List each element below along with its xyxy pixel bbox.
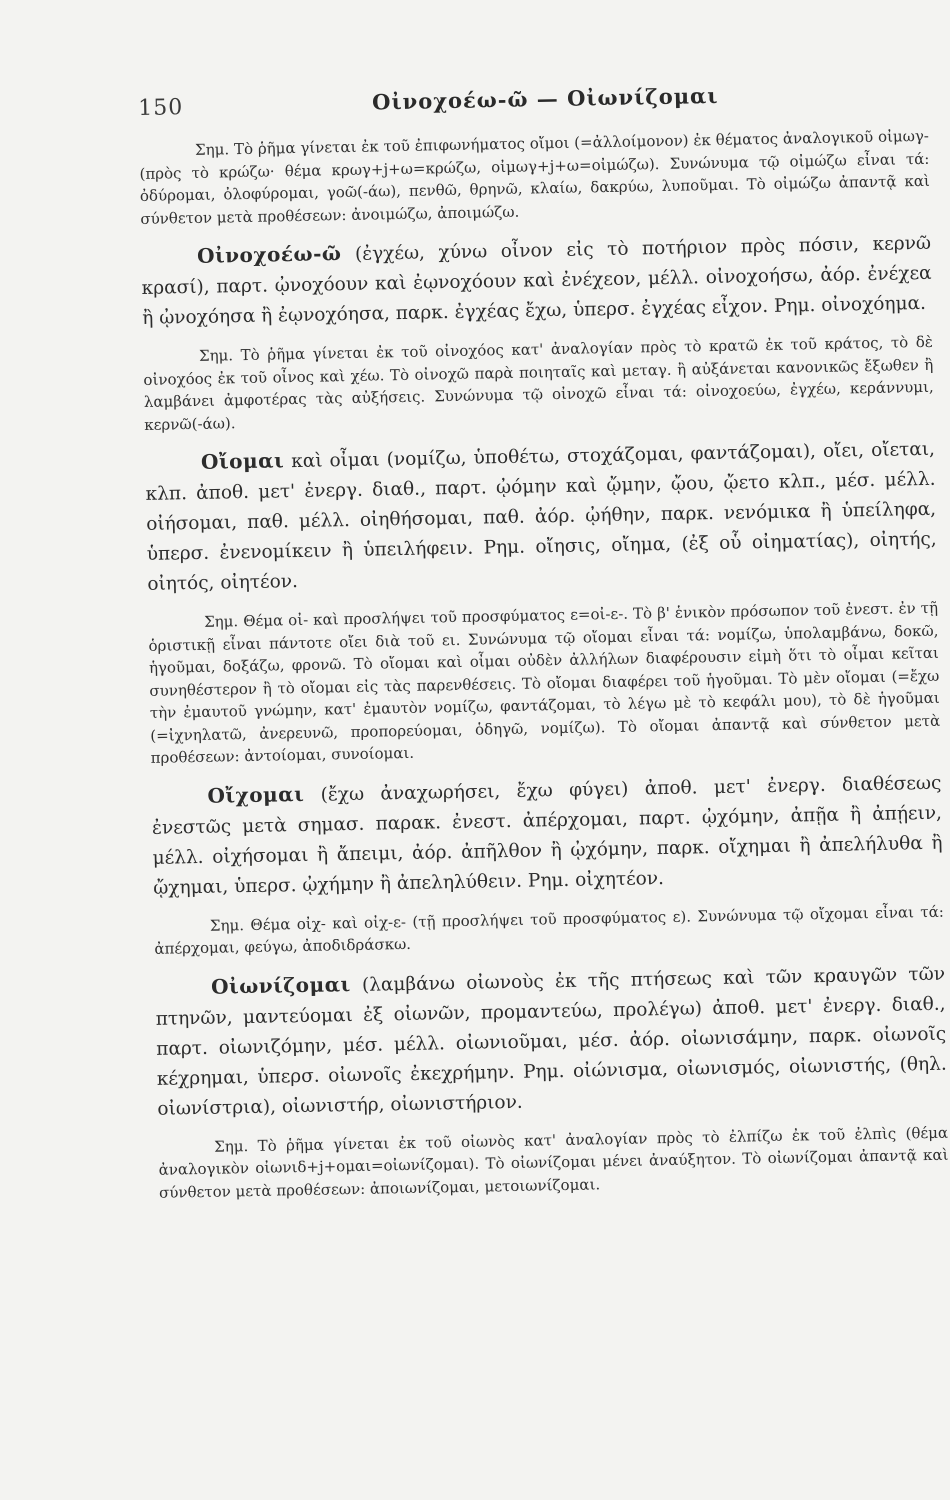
page-number: 150: [138, 95, 184, 121]
dictionary-entry: [155, 957, 948, 1124]
entry-text: (ἔχω ἀναχωρήσει, ἔχω φύγει) ἀποθ. μετ' ἐνεργ. διαθέσεως ἐνεστῶς μετὰ σημασ. παρακ. ἐνεστ. ἀπέρχομαι, παρτ. ᾠχόμην, ἀπῇα ἢ ἀπῄειν, μέλλ. οἰχήσομαι ἢ ἄπειμι, ἀόρ. ἀπῆλθον ἢ ᾠχόμην, παρκ. οἴχημαι ἢ ἀπελήλυθα ἢ ᾤχημαι, ὑπερσ. ᾠχήμην ἢ ἀπεληλύθειν. Ρημ. οἰχητέον.: [151, 772, 943, 899]
entry-text: καὶ οἶμαι (νομίζω, ὑποθέτω, στοχάζομαι, φαντάζομαι), οἴει, οἴεται, κλπ. ἀποθ. μετ' ἐνεργ. διαθ., παρτ. ᾠόμην καὶ ᾤμην, ᾤου, ᾤετο κλπ., μέσ. μέλλ. οἰήσομαι, παθ. μέλλ. οἰηθήσομαι, παθ. ἀόρ. ᾠήθην, παρκ. νενόμικα ἢ ὑπείληφα, ὑπερσ. ἐνενομίκειν ἢ ὑπειλήφειν. Ρημ. οἴησις, οἴημα, (ἐξ οὗ οἰηματίας), οἰητής, οἰητός, οἰητέον.: [145, 438, 937, 595]
entry-text: (ἐγχέω, χύνω οἶνον εἰς τὸ ποτήριον πρὸς πόσιν, κερνῶ κρασί), παρτ. ᾠνοχόουν καὶ ἐῳνοχόουν καὶ ἐνέχεον, μέλλ. οἰνοχοήσω, ἀόρ. ἐνέχεα ἢ ᾠνοχόησα ἢ ἐῳνοχόησα, παρκ. ἐγχέας ἔχω, ὑπερσ. ἐγχέας εἶχον. Ρημ. οἰνοχόημα.: [141, 232, 932, 329]
dictionary-entry: [145, 433, 938, 600]
note-paragraph: Σημ. Θέμα οἰ- καὶ προσλήψει τοῦ προσφύματος ε=οἰ-ε-. Τὸ β' ἑνικὸν πρόσωπον τοῦ ἐνεστ. ἐν τῇ ὁριστικῇ εἶναι πάντοτε οἴει διὰ τοῦ ει. Συνώνυμα τῷ οἴομαι εἶναι τά: νομίζω, ὑπολαμβάνω, δοκῶ, ἡγοῦμαι, δοξάζω, φρονῶ. Τὸ οἴομαι καὶ οἶμαι οὐδὲν ἀλλήλων διαφέρουσιν εἰμὴ ὅτι τὸ οἶμαι κεῖται συνηθέστερον ἢ τὸ οἴομαι εἰς τὰς παρενθέσεις. Τὸ οἴομαι διαφέρει τοῦ ἡγοῦμαι. Τὸ μὲν οἴομαι (=ἔχω τὴν ἐμαυτοῦ γνώμην, κατ' ἐμαυτὸν νομίζω, φαντάζομαι, τὸ λέγω μὲ τὸ κεφάλι μου), τὸ δὲ ἡγοῦμαι (=ἰχνηλατῶ, ἀνερευνῶ, προπορεύομαι, ὁδηγῶ, νομίζω). Τὸ οἴομαι ἀπαντᾷ καὶ σύνθετον μετὰ προθέσεων: ἀντοίομαι, συνοίομαι.: [148, 598, 941, 767]
dictionary-entry: [141, 227, 933, 334]
note-paragraph: Σημ. Τὸ ῥῆμα γίνεται ἐκ τοῦ ἐπιφωνήματος οἴμοι (=ἀλλοίμονον) ἐκ θέματος ἀναλογικοῦ οἰμωγ- (πρὸς τὸ κρώζω· θέμα κρωγ+j+ω=κρώζω, οἰμωγ+j+ω=οἰμώζω). Συνώνυμα τῷ οἰμώζω εἶναι τά: ὀδύρομαι, ὀλοφύρομαι, γοῶ(-άω), πενθῶ, θρηνῶ, κλαίω, δακρύω, λυποῦμαι. Τὸ οἰμώζω ἀπαντᾷ καὶ σύνθετον μετὰ προθέσεων: ἀνοιμώζω, ἀποιμώζω.: [139, 126, 930, 228]
dictionary-entry: [151, 766, 943, 903]
page-body: [139, 119, 949, 1204]
entry-headword: Οἰνοχοέω-ῶ: [196, 241, 342, 268]
entry-headword: Οἰωνίζομαι: [210, 971, 351, 999]
note-paragraph: Σημ. Τὸ ῥῆμα γίνεται ἐκ τοῦ οἰωνὸς κατ' ἀναλογίαν πρὸς τὸ ἐλπίζω ἐκ τοῦ ἐλπὶς (θέμα ἀναλογικὸν οἰωνιδ+j+ομαι=οἰωνίζομαι). Τὸ οἰωνίζομαι μένει ἀναύξητον. Τὸ οἰωνίζομαι ἀπαντᾷ καὶ σύνθετον μετὰ προθέσεων: ἀποιωνίζομαι, μετοιωνίζομαι.: [158, 1123, 949, 1202]
entry-headword: Οἴχομαι: [207, 781, 305, 808]
note-paragraph: Σημ. Τὸ ῥῆμα γίνεται ἐκ τοῦ οἰνοχόος κατ' ἀναλογίαν πρὸς τὸ κρατῶ ἐκ τοῦ κράτος, τὸ δὲ οἰνοχόος ἐκ τοῦ οἶνος καὶ χέω. Τὸ οἰνοχῶ παρὰ ποιηταῖς καὶ μεταγ. ἢ αὐξάνεται κανονικῶς ἔξωθεν ἢ λαμβάνει ἀμφοτέρας τὰς αὐξήσεις. Συνώνυμα τῷ οἰνοχῶ εἶναι τά: οἰνοχοεύω, ἐγχέω, κεράννυμι, κερνῶ(-άω).: [143, 332, 934, 434]
entry-headword: Οἴομαι: [200, 448, 285, 474]
note-paragraph: Σημ. Θέμα οἰχ- καὶ οἰχ-ε- (τῇ προσλήψει τοῦ προσφύματος ε). Συνώνυμα τῷ οἴχομαι εἶναι τά: ἀπέρχομαι, φεύγω, ἀποδιδράσκω.: [154, 902, 944, 958]
entry-text: (λαμβάνω οἰωνοὺς ἐκ τῆς πτήσεως καὶ τῶν κραυγῶν τῶν πτηνῶν, μαντεύομαι ἐξ οἰωνῶν, προμαντεύω, προλέγω) ἀποθ. μετ' ἐνεργ. διαθ., παρτ. οἰωνιζόμην, μέσ. μέλλ. οἰωνιοῦμαι, μέσ. ἀόρ. οἰωνισάμην, παρκ. οἰωνοῖς κέχρημαι, ὑπερσ. οἰωνοῖς ἐκεχρήμην. Ρημ. οἰώνισμα, οἰωνισμός, οἰωνιστής, (θηλ. οἰωνίστρια), οἰωνιστήρ, οἰωνιστήριον.: [155, 963, 947, 1120]
running-title: Οἰνοχοέω-ῶ — Οἰωνίζομαι: [371, 82, 719, 115]
dictionary-page: [138, 81, 949, 1204]
